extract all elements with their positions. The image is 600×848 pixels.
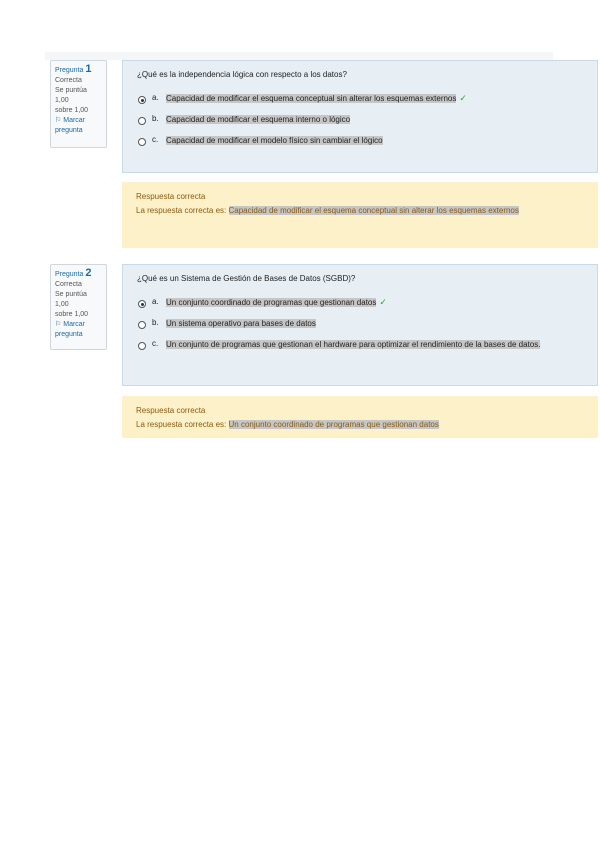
option-text: Capacidad de modificar el esquema interno o lógico	[166, 115, 351, 124]
feedback-text: La respuesta correcta es: Capacidad de modificar el esquema conceptual sin alterar los esquemas externos	[136, 206, 519, 215]
question-number: Pregunta 2	[55, 267, 92, 279]
radio-button[interactable]	[138, 138, 146, 146]
option-text: Capacidad de modificar el modelo físico sin cambiar el lógico	[166, 136, 383, 145]
option-c[interactable]: c. Capacidad de modificar el modelo físico sin cambiar el lógico	[137, 135, 583, 147]
option-text: Un conjunto de programas que gestionan el hardware para optimizar el rendimiento de la bases de datos.	[166, 340, 541, 349]
question-state: Correcta	[55, 281, 82, 288]
option-a[interactable]: a. Un conjunto coordinado de programas que gestionan datos ✓	[137, 297, 583, 309]
top-strip	[45, 52, 553, 60]
option-c[interactable]: c. Un conjunto de programas que gestionan el hardware para optimizar el rendimiento de la bases de datos.	[137, 339, 583, 351]
question-text: ¿Qué es la independencia lógica con respecto a los datos?	[137, 70, 347, 79]
feedback-1	[122, 182, 598, 248]
question-number: Pregunta 1	[55, 63, 92, 75]
check-icon: ✓	[379, 297, 387, 307]
question-info	[50, 264, 107, 350]
option-b[interactable]: b. Capacidad de modificar el esquema interno o lógico	[137, 114, 583, 126]
question-score: Se puntúa 1,00 sobre 1,00	[55, 291, 89, 318]
feedback-2	[122, 396, 598, 438]
feedback-title: Respuesta correcta	[136, 192, 206, 201]
feedback-title: Respuesta correcta	[136, 406, 206, 415]
check-icon: ✓	[459, 93, 467, 103]
feedback-text: La respuesta correcta es: Un conjunto coordinado de programas que gestionan datos	[136, 420, 439, 429]
flag-question-link[interactable]: ⚐ Marcar pregunta	[55, 117, 86, 134]
option-text: Un sistema operativo para bases de datos	[166, 319, 316, 328]
flag-icon: ⚐	[55, 321, 62, 328]
question-text: ¿Qué es un Sistema de Gestión de Bases de Datos (SGBD)?	[137, 274, 356, 283]
radio-button[interactable]	[138, 117, 146, 125]
option-text: Un conjunto coordinado de programas que gestionan datos	[166, 298, 377, 307]
flag-icon: ⚐	[55, 117, 62, 124]
question-score: Se puntúa 1,00 sobre 1,00	[55, 87, 89, 114]
question-state: Correcta	[55, 77, 82, 84]
radio-button[interactable]	[138, 96, 146, 104]
question-content	[122, 60, 598, 173]
question-info	[50, 60, 107, 148]
radio-button[interactable]	[138, 342, 146, 350]
question-content	[122, 264, 598, 386]
option-b[interactable]: b. Un sistema operativo para bases de datos	[137, 318, 583, 330]
flag-question-link[interactable]: ⚐ Marcar pregunta	[55, 321, 86, 338]
option-text: Capacidad de modificar el esquema conceptual sin alterar los esquemas externos	[166, 94, 457, 103]
radio-button[interactable]	[138, 300, 146, 308]
radio-button[interactable]	[138, 321, 146, 329]
option-a[interactable]: a. Capacidad de modificar el esquema conceptual sin alterar los esquemas externos ✓	[137, 93, 583, 105]
